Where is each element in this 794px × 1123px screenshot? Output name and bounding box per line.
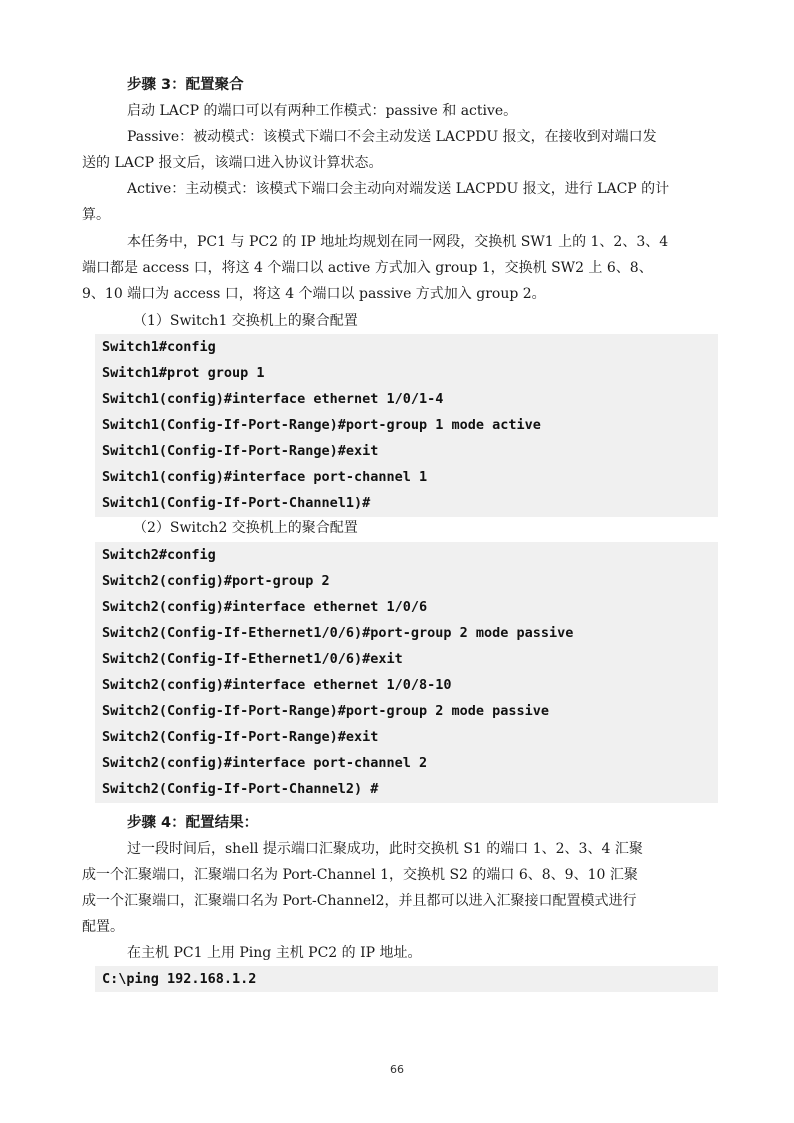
code-line: Switch1#config: [102, 339, 216, 355]
paragraph-line: 送的 LACP 报文后，该端口进入协议计算状态。: [82, 155, 383, 171]
page-number: 66: [390, 1063, 404, 1076]
paragraph-line: 配置。: [82, 919, 124, 935]
code-line: Switch2(Config-If-Ethernet1/0/6)#port-group 2 mode passive: [102, 625, 574, 641]
paragraph-line: 端口都是 access 口，将这 4 个端口以 active 方式加入 group 1，交换机 SW2 上 6、8、: [82, 260, 653, 276]
code-line: C:\ping 192.168.1.2: [102, 971, 257, 987]
caption-switch1: （1）Switch1 交换机上的聚合配置: [133, 313, 358, 329]
code-line: Switch1#prot group 1: [102, 365, 265, 381]
code-block-switch2: [95, 542, 718, 803]
ping-intro: 在主机 PC1 上用 Ping 主机 PC2 的 IP 地址。: [127, 945, 422, 961]
code-line: Switch2(config)#port-group 2: [102, 573, 330, 589]
code-line: Switch1(Config-If-Port-Channel1)#: [102, 495, 371, 511]
code-line: Switch2(config)#interface port-channel 2: [102, 755, 428, 771]
code-line: Switch2(Config-If-Port-Channel2) #: [102, 781, 379, 797]
step4-heading: 步骤 4：配置结果：: [127, 815, 259, 831]
code-line: Switch2(config)#interface ethernet 1/0/8-10: [102, 677, 452, 693]
code-line: Switch2#config: [102, 547, 216, 563]
code-line: Switch1(Config-If-Port-Range)#port-group 1 mode active: [102, 417, 541, 433]
code-line: Switch2(Config-If-Ethernet1/0/6)#exit: [102, 651, 403, 667]
caption-switch2: （2）Switch2 交换机上的聚合配置: [133, 520, 358, 536]
code-line: Switch2(Config-If-Port-Range)#port-group 2 mode passive: [102, 703, 550, 719]
paragraph-line: Passive：被动模式：该模式下端口不会主动发送 LACPDU 报文，在接收到对端口发: [127, 129, 657, 145]
paragraph-line: 9、10 端口为 access 口，将这 4 个端口以 passive 方式加入 group 2。: [82, 286, 546, 302]
paragraph-line: Active：主动模式：该模式下端口会主动向对端发送 LACPDU 报文，进行 LACP 的计: [127, 181, 670, 197]
code-block-switch1: [95, 334, 718, 517]
code-line: Switch1(Config-If-Port-Range)#exit: [102, 443, 379, 459]
code-line: Switch1(config)#interface ethernet 1/0/1-4: [102, 391, 444, 407]
paragraph-line: 本任务中，PC1 与 PC2 的 IP 地址均规划在同一网段，交换机 SW1 上的 1、2、3、4: [127, 234, 669, 250]
code-block-ping: [95, 966, 718, 992]
paragraph-line: 启动 LACP 的端口可以有两种工作模式：passive 和 active。: [127, 103, 518, 119]
paragraph-line: 过一段时间后，shell 提示端口汇聚成功，此时交换机 S1 的端口 1、2、3、4 汇聚: [127, 841, 643, 857]
paragraph-line: 算。: [82, 207, 110, 223]
code-line: Switch2(config)#interface ethernet 1/0/6: [102, 599, 428, 615]
paragraph-line: 成一个汇聚端口，汇聚端口名为 Port-Channel 1，交换机 S2 的端口 6、8、9、10 汇聚: [82, 867, 638, 883]
step3-heading: 步骤 3：配置聚合: [127, 77, 244, 93]
paragraph-line: 成一个汇聚端口，汇聚端口名为 Port-Channel2，并且都可以进入汇聚接口配置模式进行: [82, 893, 637, 909]
code-line: Switch1(config)#interface port-channel 1: [102, 469, 428, 485]
code-line: Switch2(Config-If-Port-Range)#exit: [102, 729, 379, 745]
